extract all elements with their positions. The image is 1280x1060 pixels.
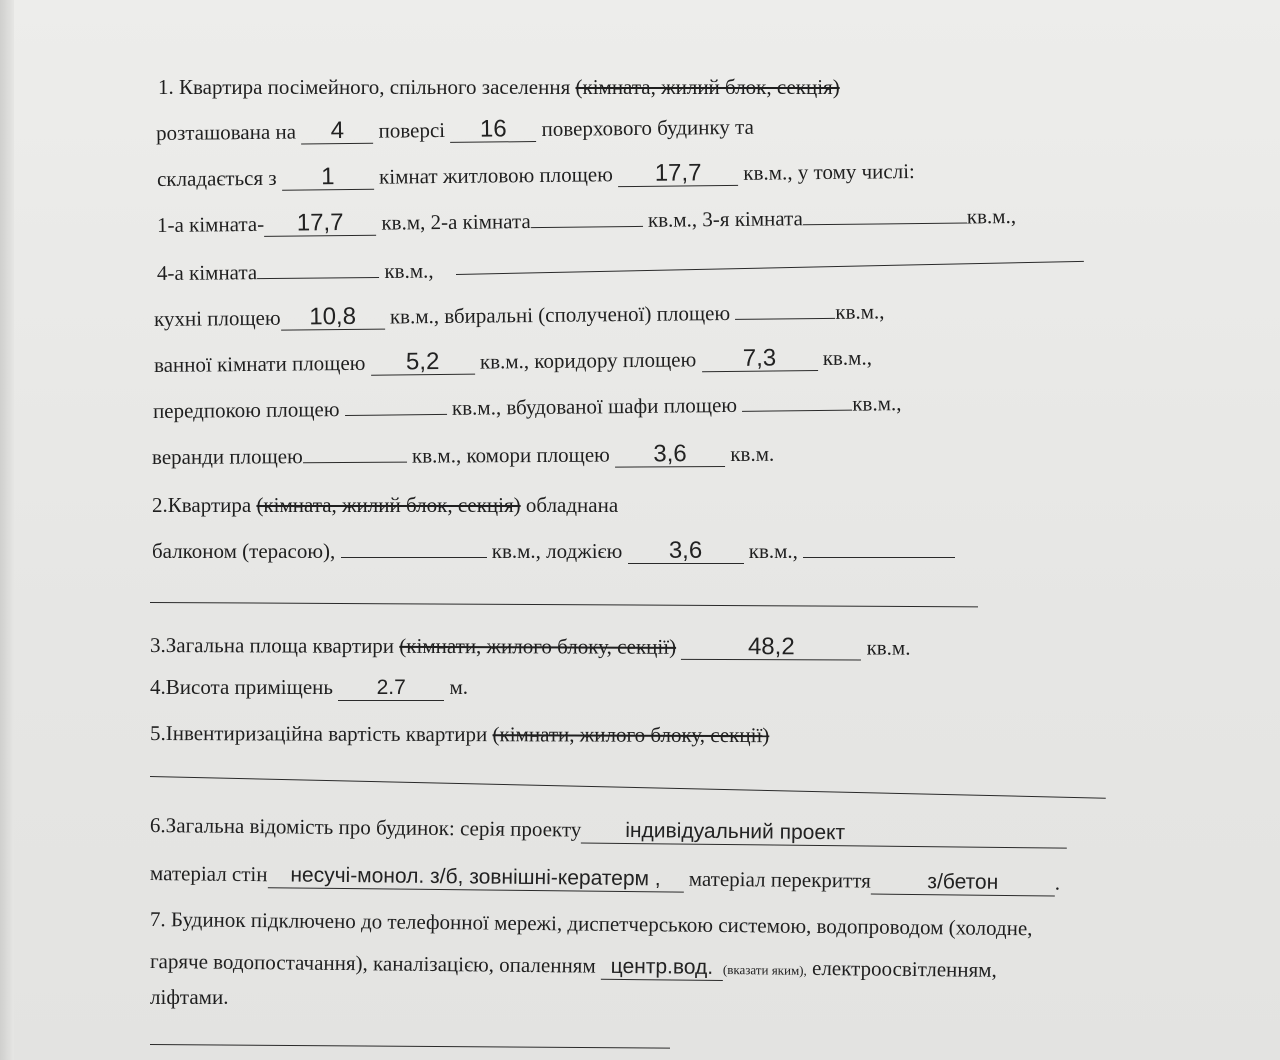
extra-field[interactable] <box>803 539 955 558</box>
s2-line1: 2.Квартира (кімната, жилий блок, секція) обладнана <box>152 493 619 517</box>
room3-field[interactable] <box>803 205 967 226</box>
toilet-area-field[interactable] <box>735 300 835 320</box>
s6-line1: 6.Загальна відомість про будинок: серія проекту індивідуальний проект <box>150 812 1068 849</box>
s6-line2: матеріал стін несучі-монол. з/б, зовнішні-кератерм , матеріал перекриття з/бетон . <box>149 861 1061 895</box>
struck-text: (кімната, жилий блок, секція) <box>256 493 521 517</box>
project-series-field[interactable]: індивідуальний проект <box>581 819 1067 849</box>
loggia-area-field[interactable]: 3,6 <box>628 539 744 564</box>
s1-line6: кухні площею 10,8 кв.м., вбиральні (сполученої) площею кв.м., <box>153 299 885 331</box>
hallway-area-field[interactable] <box>345 396 447 416</box>
floor-field[interactable]: 4 <box>301 119 373 145</box>
s1-line4: 1-а кімната- 17,7 кв.м, 2-а кімната кв.м., 3-я кімната кв.м., <box>156 204 1017 237</box>
bathroom-area-field[interactable]: 5,2 <box>371 350 475 376</box>
balcony-area-field[interactable] <box>341 539 487 558</box>
total-area-field[interactable]: 48,2 <box>681 635 861 661</box>
wall-material-field[interactable]: несучі-монол. з/б, зовнішні-кератерм , <box>267 863 683 892</box>
floors-total-field[interactable]: 16 <box>450 117 536 143</box>
inventory-value-line[interactable] <box>150 776 1106 799</box>
heating-type-field[interactable]: центр.вод. <box>601 955 723 981</box>
s1-line7: ванної кімнати площею 5,2 кв.м., коридору площею 7,3 кв.м., <box>153 344 873 377</box>
s1-line2: розташована на 4 поверсі 16 поверхового будинку та <box>155 114 754 145</box>
storage-area-field[interactable]: 3,6 <box>615 442 725 468</box>
struck-text: (кімната, жилий блок, секція) <box>575 75 840 99</box>
rooms-field[interactable]: 1 <box>282 165 374 191</box>
s7-line1: 7. Будинок підключено до телефонної мережі, диспетчерською системою, водопроводом (холодне, <box>149 907 1033 941</box>
ceiling-height-field[interactable]: 2.7 <box>338 676 444 701</box>
s1-line3: складається з 1 кімнат житловою площею 17,7 кв.м., у тому числі: <box>156 159 915 191</box>
room1-field[interactable]: 17,7 <box>264 211 376 237</box>
ceiling-material-field[interactable]: з/бетон <box>871 870 1055 897</box>
corridor-area-field[interactable]: 7,3 <box>701 346 817 372</box>
kitchen-area-field[interactable]: 10,8 <box>281 305 385 331</box>
closet-area-field[interactable] <box>742 392 852 412</box>
s1-line1: 1. Квартира посімейного, спільного заселення (кімната, жилий блок, секція) <box>158 75 840 99</box>
s2-line2: балконом (терасою), кв.м., лоджією 3,6 кв.м., <box>152 538 955 564</box>
struck-text: (кімнати, жилого блоку, секції) <box>492 722 770 748</box>
room2-field[interactable] <box>531 208 643 228</box>
veranda-area-field[interactable] <box>303 444 407 464</box>
page-edge-shadow <box>0 0 14 1060</box>
struck-text: (кімнати, жилого блоку, секції) <box>399 633 677 659</box>
blank-line <box>150 602 978 607</box>
s5-line: 5.Інвентиризаційна вартість квартири (кімнати, жилого блоку, секції) <box>149 721 770 748</box>
s7-line3: ліфтами. <box>150 985 229 1009</box>
room4-field[interactable] <box>257 259 379 279</box>
blank-line <box>456 261 1084 275</box>
s1-line5: 4-а кімната кв.м., <box>156 258 434 285</box>
blank-line <box>150 1044 670 1049</box>
s7-line2: гаряче водопостачання), каналізацією, опаленням центр.вод. (вказати яким), електроосвітленням, <box>149 949 997 982</box>
living-area-field[interactable]: 17,7 <box>618 161 738 187</box>
s3-line: 3.Загальна площа квартири (кімнати, жилого блоку, секції) 48,2 кв.м. <box>149 633 911 661</box>
s1-line8: передпокою площею кв.м., вбудованої шафи площею кв.м., <box>152 391 902 423</box>
s4-line: 4.Висота приміщень 2.7 м. <box>150 675 468 699</box>
s1-line9: веранди площею кв.м., комори площею 3,6 кв.м. <box>151 440 775 469</box>
